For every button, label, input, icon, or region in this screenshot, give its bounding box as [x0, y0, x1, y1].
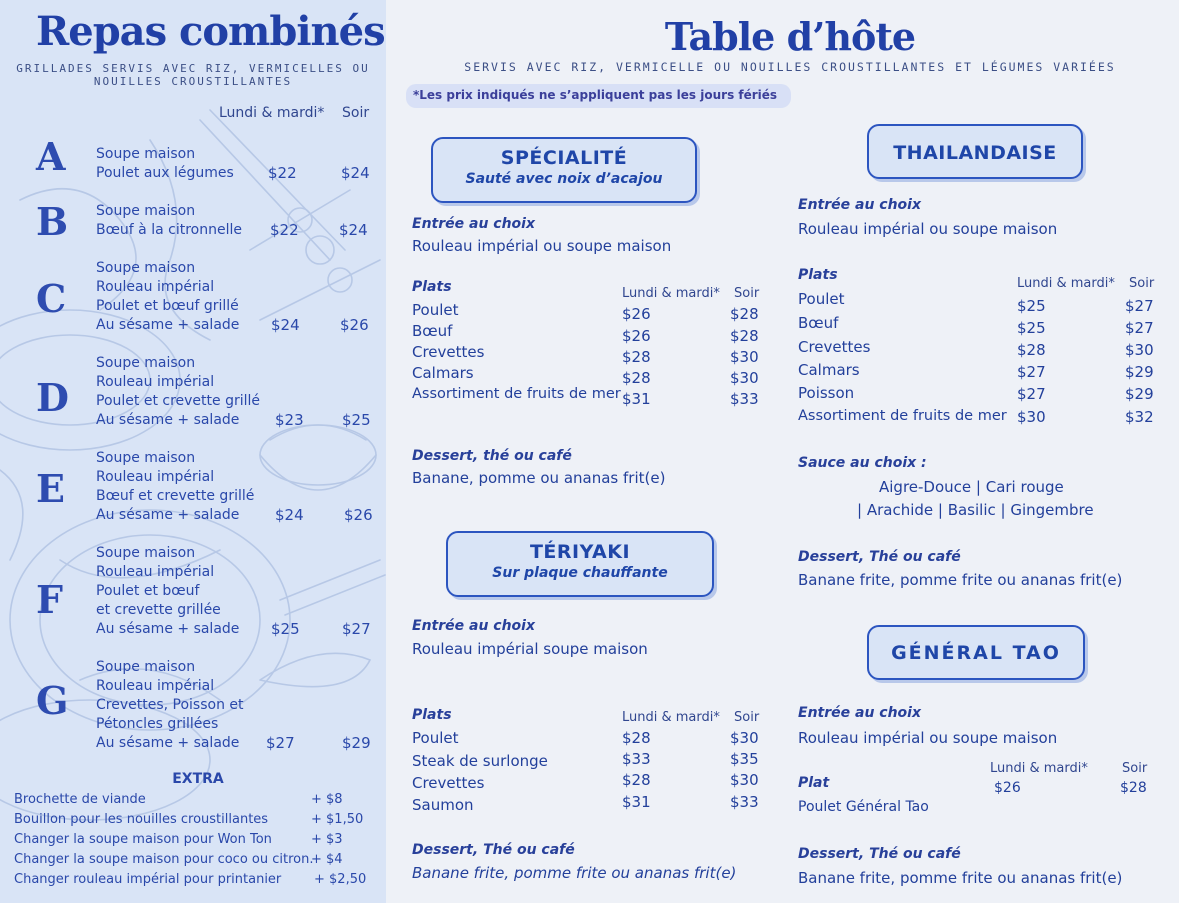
meal-f-line: Rouleau impérial: [96, 564, 215, 580]
meal-f-evening-price: $27: [342, 620, 371, 638]
meal-c-line: Poulet et bœuf grillé: [96, 298, 239, 314]
general-tao-weekday-price: $26: [994, 780, 1021, 796]
table-hote-subtitle: SERVIS AVEC RIZ, VERMICELLE OU NOUILLES CROUSTILLANTES ET LÉGUMES VARIÉES: [464, 60, 1116, 74]
meal-e-line: Au sésame + salade: [96, 507, 240, 523]
meal-f-weekday-price: $25: [271, 620, 300, 638]
meal-b-line: Bœuf à la citronnelle: [96, 222, 242, 238]
teriyaki-plat-name: Saumon: [412, 796, 474, 814]
meal-g-line: Pétoncles grillées: [96, 716, 219, 732]
specialite-entree: Rouleau impérial ou soupe maison: [412, 237, 672, 255]
teriyaki-plat-weekday: $31: [622, 793, 651, 811]
thai-plat-name: Calmars: [798, 361, 860, 379]
combo-col-evening: Soir: [342, 105, 370, 121]
meal-c-line: Rouleau impérial: [96, 279, 215, 295]
meal-a-line: Soupe maison: [96, 146, 196, 162]
thai-sauce-line1: Aigre-Douce | Cari rouge: [879, 478, 1064, 496]
thai-plat-name: Poulet: [798, 290, 845, 308]
extra-item-label: Changer rouleau impérial pour printanier: [14, 872, 282, 887]
meal-b-line: Soupe maison: [96, 203, 196, 219]
thai-plat-evening: $29: [1125, 363, 1154, 381]
general-tao-dessert: Banane frite, pomme frite ou ananas frit(e): [798, 869, 1123, 887]
extra-item-price: + $8: [311, 792, 343, 807]
meal-letter-c: C: [36, 276, 67, 321]
general-tao-entree: Rouleau impérial ou soupe maison: [798, 729, 1058, 747]
teriyaki-plat-weekday: $28: [622, 771, 651, 789]
thai-plat-evening: $29: [1125, 385, 1154, 403]
thai-dessert-heading: Dessert, Thé ou café: [798, 549, 961, 565]
teriyaki-plat-name: Crevettes: [412, 774, 485, 792]
thai-plat-name: Crevettes: [798, 338, 871, 356]
thai-plat-weekday: $27: [1017, 363, 1046, 381]
specialite-plat-name: Poulet: [412, 301, 459, 319]
extra-item-label: Changer la soupe maison pour Won Ton: [14, 832, 272, 847]
thai-title: THAILANDAISE: [893, 142, 1057, 164]
table-hote-title: Table d’hôte: [664, 14, 916, 59]
thai-sauce-line2: | Arachide | Basilic | Gingembre: [857, 501, 1094, 519]
teriyaki-dessert: Banane frite, pomme frite ou ananas frit(e): [412, 864, 737, 882]
teriyaki-dessert-heading: Dessert, Thé ou café: [412, 842, 575, 858]
teriyaki-title: TÉRIYAKI: [529, 541, 631, 563]
thai-sauce-heading: Sauce au choix :: [798, 455, 927, 471]
specialite-dessert: Banane, pomme ou ananas frit(e): [412, 469, 666, 487]
extra-item-price: + $1,50: [311, 812, 364, 827]
combo-subtitle-line2: NOUILLES CROUSTILLANTES: [93, 75, 293, 88]
general-tao-evening-price: $28: [1120, 780, 1147, 796]
meal-g-line: Soupe maison: [96, 659, 196, 675]
general-tao-entree-heading: Entrée au choix: [798, 705, 921, 721]
specialite-dessert-heading: Dessert, thé ou café: [412, 448, 572, 464]
meal-c-line: Au sésame + salade: [96, 317, 240, 333]
meal-d-line: Au sésame + salade: [96, 412, 240, 428]
teriyaki-plat-evening: $33: [730, 793, 759, 811]
thai-dessert: Banane frite, pomme frite ou ananas frit(e): [798, 571, 1123, 589]
meal-letter-e: E: [36, 466, 65, 511]
thai-plat-evening: $27: [1125, 319, 1154, 337]
holiday-notice: *Les prix indiqués ne s’appliquent pas les jours fériés: [406, 84, 791, 108]
general-tao-badge: [867, 625, 1085, 680]
meal-g-line: Rouleau impérial: [96, 678, 215, 694]
thai-badge: [867, 124, 1083, 179]
meal-c-evening-price: $26: [340, 316, 369, 334]
thai-plat-name: Bœuf: [798, 314, 839, 332]
general-tao-title: GÉNÉRAL TAO: [891, 642, 1061, 664]
meal-letter-b: B: [36, 199, 69, 244]
specialite-plat-name: Crevettes: [412, 343, 485, 361]
extra-item-price: + $2,50: [314, 872, 367, 887]
meal-e-weekday-price: $24: [275, 506, 304, 524]
meal-g-evening-price: $29: [342, 734, 371, 752]
specialite-plat-name: Calmars: [412, 364, 474, 382]
combo-title: Repas combinés: [36, 8, 385, 55]
teriyaki-entree-heading: Entrée au choix: [412, 618, 535, 634]
meal-e-line: Rouleau impérial: [96, 469, 215, 485]
meal-f-line: Poulet et bœuf: [96, 583, 200, 599]
meal-a-weekday-price: $22: [268, 164, 297, 182]
thai-plat-weekday: $28: [1017, 341, 1046, 359]
meal-letter-g: G: [36, 678, 69, 723]
meal-b-evening-price: $24: [339, 221, 368, 239]
specialite-plat-weekday: $31: [622, 390, 651, 408]
thai-plat-weekday: $25: [1017, 319, 1046, 337]
meal-d-line: Rouleau impérial: [96, 374, 215, 390]
thai-col-evening: Soir: [1129, 276, 1155, 291]
teriyaki-badge: [446, 531, 714, 597]
general-tao-col-evening: Soir: [1122, 761, 1148, 776]
combo-subtitle-line1: GRILLADES SERVIS AVEC RIZ, VERMICELLES OU: [16, 62, 370, 75]
thai-plat-name: Poisson: [798, 384, 855, 402]
thai-col-weekday: Lundi & mardi*: [1017, 276, 1115, 291]
specialite-plat-name: Assortiment de fruits de mer: [412, 386, 621, 402]
teriyaki-plat-weekday: $33: [622, 750, 651, 768]
thai-plat-evening: $32: [1125, 408, 1154, 426]
general-tao-dessert-heading: Dessert, Thé ou café: [798, 846, 961, 862]
meal-letter-f: F: [36, 577, 63, 622]
extra-item-label: Changer la soupe maison pour coco ou citron.: [14, 852, 314, 867]
specialite-subtitle: Sauté avec noix d’acajou: [465, 171, 663, 187]
thai-plat-evening: $27: [1125, 297, 1154, 315]
teriyaki-col-weekday: Lundi & mardi*: [622, 710, 720, 725]
meal-g-line: Au sésame + salade: [96, 735, 240, 751]
meal-d-evening-price: $25: [342, 411, 371, 429]
meal-d-line: Soupe maison: [96, 355, 196, 371]
specialite-badge: [431, 137, 697, 203]
meal-a-evening-price: $24: [341, 164, 370, 182]
meal-e-evening-price: $26: [344, 506, 373, 524]
specialite-plat-weekday: $28: [622, 348, 651, 366]
thai-plat-weekday: $27: [1017, 385, 1046, 403]
meal-a-line: Poulet aux légumes: [96, 165, 234, 181]
specialite-plat-evening: $28: [730, 327, 759, 345]
meal-g-line: Crevettes, Poisson et: [96, 697, 244, 713]
thai-plats-heading: Plats: [798, 267, 838, 283]
meal-d-line: Poulet et crevette grillé: [96, 393, 261, 409]
thai-entree: Rouleau impérial ou soupe maison: [798, 220, 1058, 238]
teriyaki-subtitle: Sur plaque chauffante: [492, 565, 668, 581]
teriyaki-plat-evening: $30: [730, 729, 759, 747]
thai-entree-heading: Entrée au choix: [798, 197, 921, 213]
specialite-plats-heading: Plats: [412, 279, 452, 295]
meal-f-line: et crevette grillée: [96, 602, 221, 618]
specialite-plat-evening: $33: [730, 390, 759, 408]
thai-plat-weekday: $30: [1017, 408, 1046, 426]
specialite-plat-evening: $30: [730, 348, 759, 366]
specialite-plat-weekday: $28: [622, 369, 651, 387]
specialite-col-evening: Soir: [734, 286, 760, 301]
meal-f-line: Au sésame + salade: [96, 621, 240, 637]
extra-item-label: Brochette de viande: [14, 792, 146, 807]
meal-c-weekday-price: $24: [271, 316, 300, 334]
teriyaki-plat-evening: $30: [730, 771, 759, 789]
thai-plat-evening: $30: [1125, 341, 1154, 359]
combo-meals-panel: [0, 0, 386, 903]
meal-letter-a: A: [36, 134, 66, 179]
meal-letter-d: D: [36, 375, 69, 420]
specialite-plat-evening: $28: [730, 305, 759, 323]
specialite-title: SPÉCIALITÉ: [500, 147, 628, 169]
teriyaki-plat-evening: $35: [730, 750, 759, 768]
thai-plat-name: Assortiment de fruits de mer: [798, 408, 1007, 424]
general-tao-plat: Poulet Général Tao: [798, 799, 929, 815]
teriyaki-col-evening: Soir: [734, 710, 760, 725]
thai-plat-weekday: $25: [1017, 297, 1046, 315]
meal-e-line: Bœuf et crevette grillé: [96, 488, 255, 504]
extra-item-price: + $3: [311, 832, 343, 847]
meal-g-weekday-price: $27: [266, 734, 295, 752]
teriyaki-plat-weekday: $28: [622, 729, 651, 747]
extra-title: EXTRA: [172, 771, 224, 787]
specialite-plat-weekday: $26: [622, 305, 651, 323]
meal-c-line: Soupe maison: [96, 260, 196, 276]
combo-col-weekday: Lundi & mardi*: [219, 105, 325, 121]
extra-item-price: + $4: [311, 852, 343, 867]
meal-b-weekday-price: $22: [270, 221, 299, 239]
specialite-plat-weekday: $26: [622, 327, 651, 345]
specialite-entree-heading: Entrée au choix: [412, 216, 535, 232]
meal-d-weekday-price: $23: [275, 411, 304, 429]
meal-f-line: Soupe maison: [96, 545, 196, 561]
specialite-plat-name: Bœuf: [412, 322, 453, 340]
meal-e-line: Soupe maison: [96, 450, 196, 466]
general-tao-plat-heading: Plat: [798, 775, 830, 791]
teriyaki-entree: Rouleau impérial soupe maison: [412, 640, 648, 658]
extra-item-label: Bouillon pour les nouilles croustillantes: [14, 812, 269, 827]
specialite-col-weekday: Lundi & mardi*: [622, 286, 720, 301]
teriyaki-plat-name: Poulet: [412, 729, 459, 747]
teriyaki-plat-name: Steak de surlonge: [412, 752, 548, 770]
teriyaki-plats-heading: Plats: [412, 707, 452, 723]
general-tao-col-weekday: Lundi & mardi*: [990, 761, 1088, 776]
specialite-plat-evening: $30: [730, 369, 759, 387]
